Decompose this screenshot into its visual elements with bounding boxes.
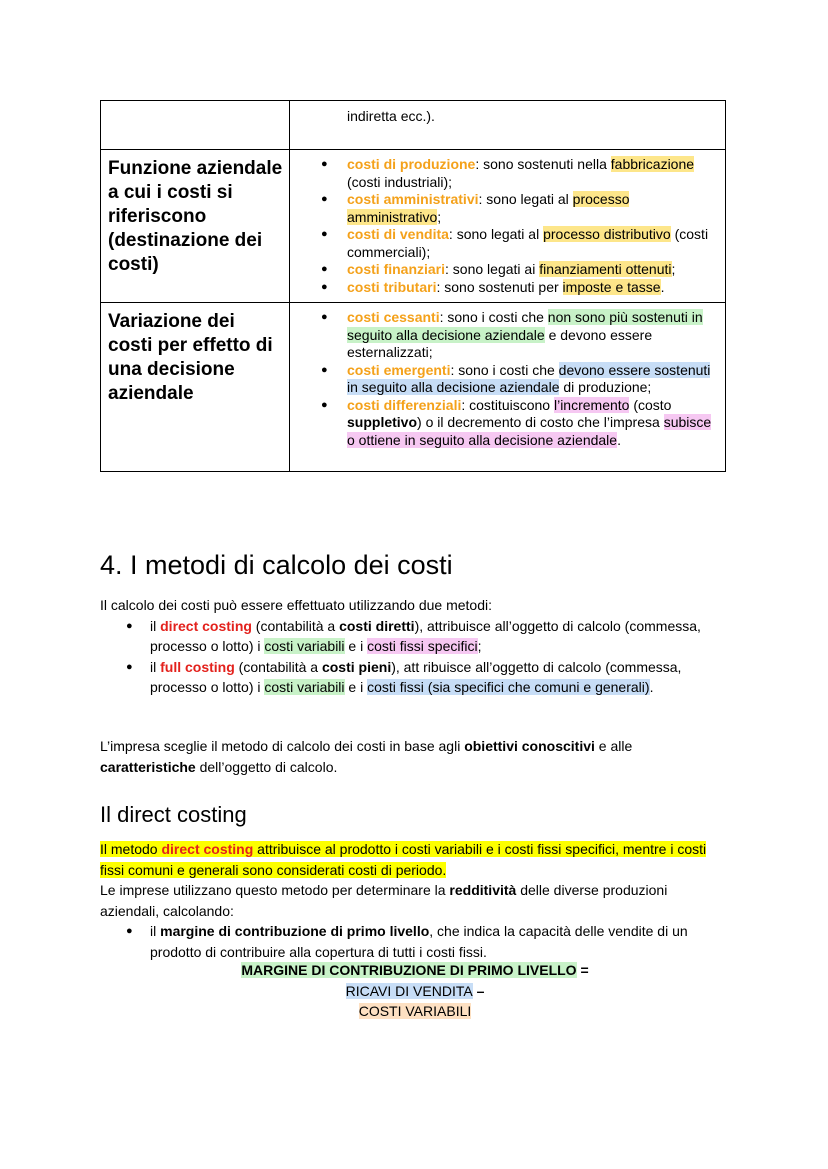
list-item: ● costi di produzione: sono sostenuti nella fabbricazione (costi industriali); xyxy=(290,156,719,191)
table-header-cell xyxy=(101,303,290,472)
section-heading: 4. I metodi di calcolo dei costi xyxy=(100,550,453,580)
direct-costing-body xyxy=(100,839,730,962)
list-item: ● il full costing (contabilità a costi pieni), att ribuisce all’oggetto di calcolo (commessa, processo o lotto) i costi variabili e i costi fissi (sia specifici che comuni e generali). xyxy=(100,657,730,698)
list-item: ● costi di vendita: sono legati al processo distributivo (costi commerciali); xyxy=(290,226,719,261)
table-cell xyxy=(290,101,726,150)
table-cell-empty xyxy=(101,101,290,150)
formula xyxy=(100,960,730,1022)
cost-list xyxy=(290,150,725,302)
table-header-cell xyxy=(101,150,290,303)
section-body xyxy=(100,595,730,698)
highlighted-paragraph: Il metodo direct costing attribuisce al prodotto i costi variabili e i costi fissi specifici, mentre i costi fissi comuni e generali sono considerati costi di periodo. xyxy=(100,841,707,878)
paragraph: Le imprese utilizzano questo metodo per determinare la redditività delle diverse produzioni aziendali, calcolando: xyxy=(100,882,668,919)
row-header-destination: Funzione aziendale a cui i costi si riferiscono (destinazione dei costi) xyxy=(108,158,283,275)
intro-text: Il calcolo dei costi può essere effettuato utilizzando due metodi: xyxy=(100,597,492,613)
table-cell xyxy=(290,303,726,472)
formula-line-1: MARGINE DI CONTRIBUZIONE DI PRIMO LIVELLO = xyxy=(241,962,589,978)
cost-list xyxy=(290,303,725,471)
list-item: ● costi differenziali: costituiscono l’incremento (costo suppletivo) o il decremento di costo che l’impresa subisce o ottiene in seguito alla decisione aziendale. xyxy=(290,397,719,450)
list-item: ● il direct costing (contabilità a costi diretti), attribuisce all’oggetto di calcolo (commessa, processo o lotto) i costi variabili e i costi fissi specifici; xyxy=(100,616,730,657)
margin-list xyxy=(100,921,730,962)
list-item: ● costi tributari: sono sostenuti per imposte e tasse. xyxy=(290,279,719,297)
formula-line-3: COSTI VARIABILI xyxy=(358,1003,472,1019)
continuation-text: indiretta ecc.). xyxy=(347,108,435,124)
paragraph: L’impresa sceglie il metodo di calcolo dei costi in base agli obiettivi conoscitivi e alle caratteristiche dell’oggetto di calcolo. xyxy=(100,738,633,775)
list-item: ● il margine di contribuzione di primo livello, che indica la capacità delle vendite di un prodotto di contribuire alla copertura di tutti i costi fissi. xyxy=(100,921,730,962)
list-item: ● costi emergenti: sono i costi che devono essere sostenuti in seguito alla decisione aziendale di produzione; xyxy=(290,362,719,397)
cost-classification-table xyxy=(100,100,726,472)
table-row xyxy=(101,150,726,303)
subsection-heading: Il direct costing xyxy=(100,802,247,827)
table-row xyxy=(101,101,726,150)
table-row xyxy=(101,303,726,472)
list-item: ● costi amministrativi: sono legati al processo amministrativo; xyxy=(290,191,719,226)
row-header-variation: Variazione dei costi per effetto di una decisione aziendale xyxy=(108,311,273,404)
list-item: ● costi cessanti: sono i costi che non sono più sostenuti in seguito alla decisione aziendale e devono essere esternalizzati; xyxy=(290,309,719,362)
list-item: ● costi finanziari: sono legati ai finanziamenti ottenuti; xyxy=(290,261,719,279)
table-cell xyxy=(290,150,726,303)
formula-line-2: RICAVI DI VENDITA – xyxy=(345,982,485,999)
methods-list xyxy=(100,616,730,698)
